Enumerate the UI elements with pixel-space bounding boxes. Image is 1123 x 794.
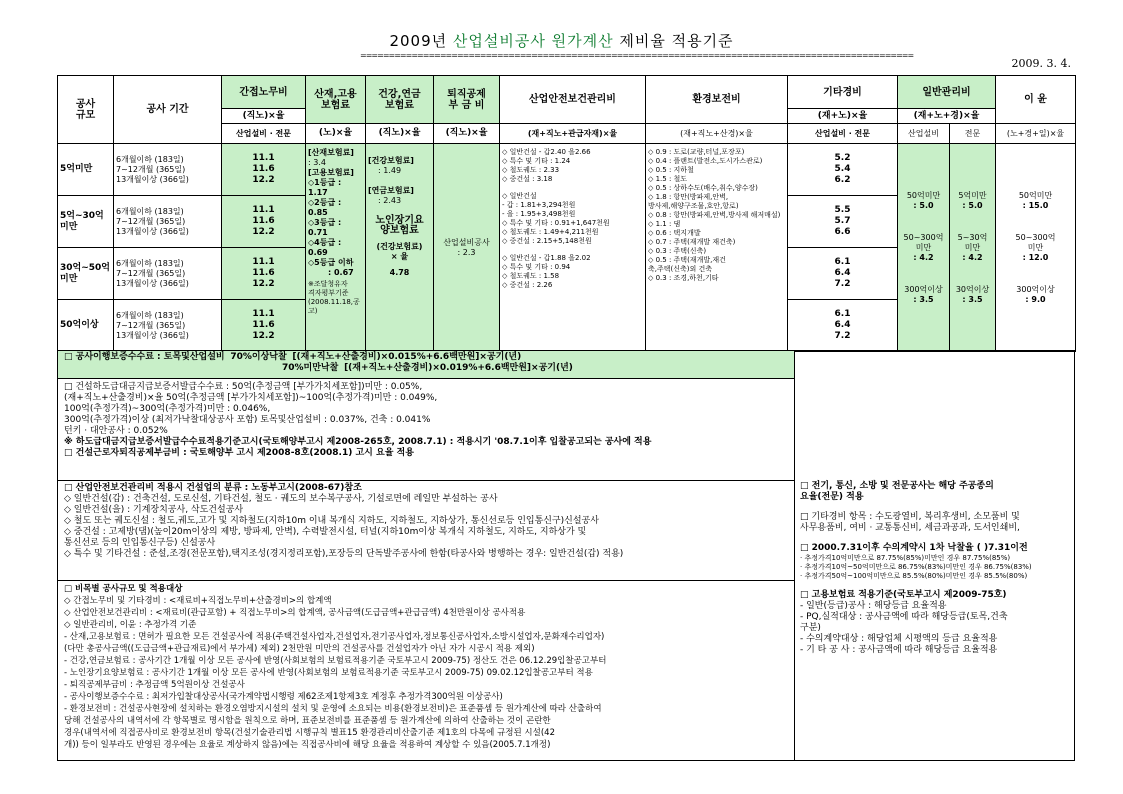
safety-column: ◇ 일반건설 - 갑2.40 을2.66 ◇ 특수 및 기타 : 1.24 ◇ 철도궤도 : 2.33 ◇ 중건설 : 3.18 ◇ 일반건설 - 갑 : 1.81+3,294천원 - 을 : 1.95+3,498천원 ◇ 특수 및 기타 : 0.91+1,647천원 ◇ 철도궤도 : 1.49+4,211천원 ◇ 중건설 : 2.15+5,148천원 ◇ 일반건설 - 갑1.88 을2.02 ◇ 특수 및 기타 : 0.94 ◇ 철도궤도 : 1.58 ◇ 중건설 : 2.26 xyxy=(500,144,646,352)
row-scale: 30억~50억 미만 xyxy=(58,248,114,300)
title-underline: ================================================================================================= xyxy=(360,51,914,60)
header-scale: 공사 규모 xyxy=(58,76,114,144)
header-admin-sub2b: 전문 xyxy=(950,124,996,144)
header-industrial-sub: (노)×율 xyxy=(306,124,366,144)
header-profit-sub: (노+경+일)×율 xyxy=(996,124,1076,144)
header-admin: 일반관리비 xyxy=(898,76,996,109)
header-other-sub1: (재+노)×율 xyxy=(788,109,898,124)
row-labor-rates: 11.1 11.6 12.2 xyxy=(222,248,306,300)
row-periods: 6개월이하 (183일) 7~12개월 (365일) 13개월이상 (366일) xyxy=(114,300,222,352)
retire-column: 산업설비공사 : 2.3 xyxy=(434,144,500,352)
title-part2: 원가계산 xyxy=(545,32,614,50)
header-safety: 산업안전보건관리비 xyxy=(500,76,646,124)
note-other-expenses: □ 기타경비 항목 : 수도광열비, 복리후생비, 소모품비 및 사무용품비, 여비 · 교통통신비, 세금과공과, 도서인쇄비, xyxy=(800,512,1020,533)
row-labor-rates: 11.1 11.6 12.2 xyxy=(222,300,306,352)
left-notes xyxy=(58,351,795,760)
scope-criteria: □ 비목별 공사규모 및 적용대상 ◇ 간접노무비 및 기타경비 : <재료비+직접노무비+산출경비>의 합계액 ◇ 산업안전보건관리비 : <재료비(관급포함) + 직접노무비>의 합계액, 공사금액(도급금액+관급금액) 4천만원이상 공사적용 ◇ 일반관리비, 이윤 : 추정가격 기준 - 산재,고용보험료 : 면허가 필요한 모든 건설공사에 적용(주택건설사업자,건설업자,전기공사업자,정보통신공사업자,소방시설업자,문화재수리업자) (다만 총공사금액((도급금액+관급재료)에서 부가세) 제외) 2천만원 미만의 건설공사를 건설업자가 아닌 자가 시공시 적용 제외) - 건강,연금보험료 : 공사기간 1개월 이상 모든 공사에 반영(사회보험의 보험료적용기준 국토부고시 2009-75) 정산도 건은 06.12.29입찰공고부터 - 노인장기요양보험료 : 공사기간 1개월 이상 모든 공사에 반영(사회보험의 보험료적용기준 국토부고시 2009-75) 09.02.12입찰공고부터 적용 - 퇴직공제부금비 : 추정금액 5억원이상 건설공사 - 공사이행보증수수료 : 최저가입찰대상공사(국가계약법시행령 제62조제1항제3호 계정후 추정가격300억원 이상공사) - 환경보전비 : 건설공사현장에 설치하는 환경오염방지시설의 설치 및 운영에 소요되는 비용(환경보전비)은 표준품셈 등 원가계산에 따라 산출하여 당해 건설공사의 내역서에 각 항목별로 명시함을 원칙으로 하며, 표준보전비를 표준품셈 등 원가계산에 의하여 산출하는 것이 곤란한 경우(내역서에 직접공사비로 환경보전비 항목(건설기술관리법 시행규칙 별표15 환경관리비산출기준 제1호의 다목에 규정된 시설(42 개)) 등이 일부라도 반영된 경우에는 요율로 계상하지 않음)에는 직접공사비에 해당 요율을 적용하여 계상할 수 있음(2005.7.1개정) xyxy=(64,584,607,750)
header-admin-sub1: (재+노+경)×율 xyxy=(898,109,996,124)
env-column: ◇ 0.9 : 도로(교량,터널,포장포) ◇ 0.4 : 플랜트(발전소,도시가스관로) ◇ 0.5 : 지하철 ◇ 1.5 : 철도 ◇ 0.5 : 상하수도(배수,취수,양수장) ◇ 1.8 : 항만(방파제,안벽, 방사제,해양구조물,호안,항로) ◇ 0.8 : 항만(방파제,안벽,방사제 해저매설) ◇ 1.1 : 댐 ◇ 0.6 : 택지개발 ◇ 0.7 : 주택(재개발 재건축) ◇ 0.3 : 주택(신축) ◇ 0.5 : 주택(재개발,재건 축,주택(신축)외 건축 ◇ 0.3 : 조경,하천,기타 xyxy=(646,144,788,352)
header-health-sub: (직노)×율 xyxy=(366,124,434,144)
header-health-ins: 건강,연금 보험료 xyxy=(366,76,434,124)
header-retire-sub: (직노)×율 xyxy=(434,124,500,144)
header-indirect-sub2: 산업설비 · 전문 xyxy=(222,124,306,144)
note-electrical: □ 전기, 통신, 소방 및 전문공사는 해당 주공종의 요율(전문) 적용 xyxy=(800,481,994,502)
safety-classification: □ 산업안전보건관리비 적용시 건설업의 분류 : 노동부고시(2008-67)참조 ◇ 일반건설(갑) : 건축건설, 도로신설, 기타건설, 철도 · 궤도의 보수복구공사, 기설로면에 레일만 부설하는 공사 ◇ 일반건설(을) : 기계장치공사, 삭도건설공사 ◇ 철도 또는 궤도신설 : 철도,궤도,고가 및 지하철도(지하10m 이내 복개식 지하도, 지하철도, 지하상가, 통신선로등 인입통신구)신설공사 ◇ 중건설 : 고제방(댐)(높이20m이상의 제방, 방파제, 안벽), 수력발전시설, 터널(지하10m이상 복개식 지하철도, 지하도, 지하상가 및 통신선로 등의 인입통신구등) 신설공사 ◇ 특수 및 기타건설 : 준설,조경(전문포함),택지조성(경지정리포함),포장등의 단독발주공사에 한함(타공사와 병행하는 경우: 일반건설(갑) 적용) xyxy=(58,481,794,581)
title-part3: 제비율 적용기준 xyxy=(613,32,734,50)
row-other-rates: 6.1 6.4 7.2 xyxy=(788,248,898,300)
row-scale: 5억미만 xyxy=(58,144,114,196)
header-retire: 퇴직공제 부 금 비 xyxy=(434,76,500,124)
note-negotiated-contract: □ 2000.7.31이후 수의계약시 1차 낙찰율 ( )7.31이전 · 추정가격10억미만으로 87.75%(85%)미만인 경우 87.75%(85%) · 추정가격10억~50억미만으로 86.75%(83%)미만인 경우 86.75%(83%) · 추정가격50억~100억미만으로 85.5%(80%)미만인 경우 85.5%(80%) xyxy=(800,543,1032,580)
row-labor-rates: 11.1 11.6 12.2 xyxy=(222,144,306,196)
row-scale: 50억이상 xyxy=(58,300,114,352)
admin-plant-column: 50억미만 : 5.0 50~300억 미만 : 4.2 300억이상 : 3.5 xyxy=(898,144,950,352)
row-periods: 6개월이하 (183일) 7~12개월 (365일) 13개월이상 (366일) xyxy=(114,196,222,248)
title-part1: 산업설비공사 xyxy=(452,32,546,50)
header-other-sub2: 산업설비 · 전문 xyxy=(788,124,898,144)
header-profit: 이 윤 xyxy=(996,76,1076,124)
note-employment-insurance: □ 고용보험료 적용기준(국토부고시 제2009-75호) - 일반(등급)공사 : 해당등급 요율적용 - PQ,실적대상 : 공사금액에 따라 해당등급(토목,건축 구분) - 수의계약대상 : 해당업체 시평액의 등급 요율적용 - 기 타 공 사 : 공사금액에 따라 해당등급 요율적용 xyxy=(800,590,1008,655)
ins-column: [산재보험료] : 3.4 [고용보험료] ◇1등급 : 1.17 ◇2등급 : 0.85 ◇3등급 : 0.71 ◇4등급 : 0.69 ◇5등급 이하 : 0.67 ※조달청유자 격자평부기준 (2008.11.18,공고) xyxy=(306,144,366,352)
document-date: 2009. 3. 4. xyxy=(1011,57,1071,70)
header-safety-sub: (재+직노+관급자재)×율 xyxy=(500,124,646,144)
row-labor-rates: 11.1 11.6 12.2 xyxy=(222,196,306,248)
row-other-rates: 5.2 5.4 6.2 xyxy=(788,144,898,196)
row-periods: 6개월이하 (183일) 7~12개월 (365일) 13개월이상 (366일) xyxy=(114,144,222,196)
performance-bond-fee: □ 공사이행보증수수료 : 토목및산업설비 70%이상낙찰 [(재+직노+산출경비)×0.015%+6.6백만원]×공기(년) 70%미만낙찰 [(재+직노+산출경비)×0.019%+6.6백만원]×공기(년) xyxy=(58,351,794,379)
right-notes xyxy=(800,481,1072,665)
admin-special-column: 5억미만 : 5.0 5~30억 미만 : 4.2 30억이상 : 3.5 xyxy=(950,144,996,352)
header-indirect-sub1: (직노)×율 xyxy=(222,109,306,124)
row-scale: 5억~30억 미만 xyxy=(58,196,114,248)
row-other-rates: 6.1 6.4 7.2 xyxy=(788,300,898,352)
rate-table xyxy=(57,75,1076,352)
health-column: [건강보험료] : 1.49 [연금보험료] : 2.43 노인장기요 양보험료 (건강보험료) × 율 4.78 xyxy=(366,144,434,352)
header-period: 공사 기간 xyxy=(114,76,222,144)
page-title xyxy=(0,30,1123,51)
notes-section xyxy=(57,350,1075,761)
header-other: 기타경비 xyxy=(788,76,898,109)
row-periods: 6개월이하 (183일) 7~12개월 (365일) 13개월이상 (366일) xyxy=(114,248,222,300)
header-industrial-ins: 산재,고용 보험료 xyxy=(306,76,366,124)
header-admin-sub2a: 산업설비 xyxy=(898,124,950,144)
row-other-rates: 5.5 5.7 6.6 xyxy=(788,196,898,248)
header-env-sub: (재+직노+산경)×율 xyxy=(646,124,788,144)
subcontract-bond-fee: □ 건설하도급대금지급보증서발급수수료 : 50억(추정금액 [부가가치세포함])미만 : 0.05%, (재+직노+산출경비)×율 50억(추정금액 [부가가치세포함])~100억(추정가격)미만 : 0.049%, 100억(추정가격)~300억(추정가격)미만 : 0.046%, 300억(추정가격)이상 (최저가낙찰대상공사 포함) 토목및산업설비 : 0.037%, 건축 : 0.041% 턴키 · 대안공사 : 0.052% ※ 하도급대금지급보증서발급수수료적용기준고시(국토해양부고시 제2008-265호, 2008.7.1) : 적용시기 '08.7.1이후 입찰공고되는 공사에 적용 □ 건설근로자퇴직공제부금비 : 국토해양부 고시 제2008-8호(2008.1) 고시 요율 적용 xyxy=(58,379,794,481)
title-year: 2009년 xyxy=(389,32,453,50)
profit-column: 50억미만 : 15.0 50~300억 미만 : 12.0 300억이상 : 9.0 xyxy=(996,144,1076,352)
header-indirect-labor: 간접노무비 xyxy=(222,76,306,109)
header-env: 환경보전비 xyxy=(646,76,788,124)
